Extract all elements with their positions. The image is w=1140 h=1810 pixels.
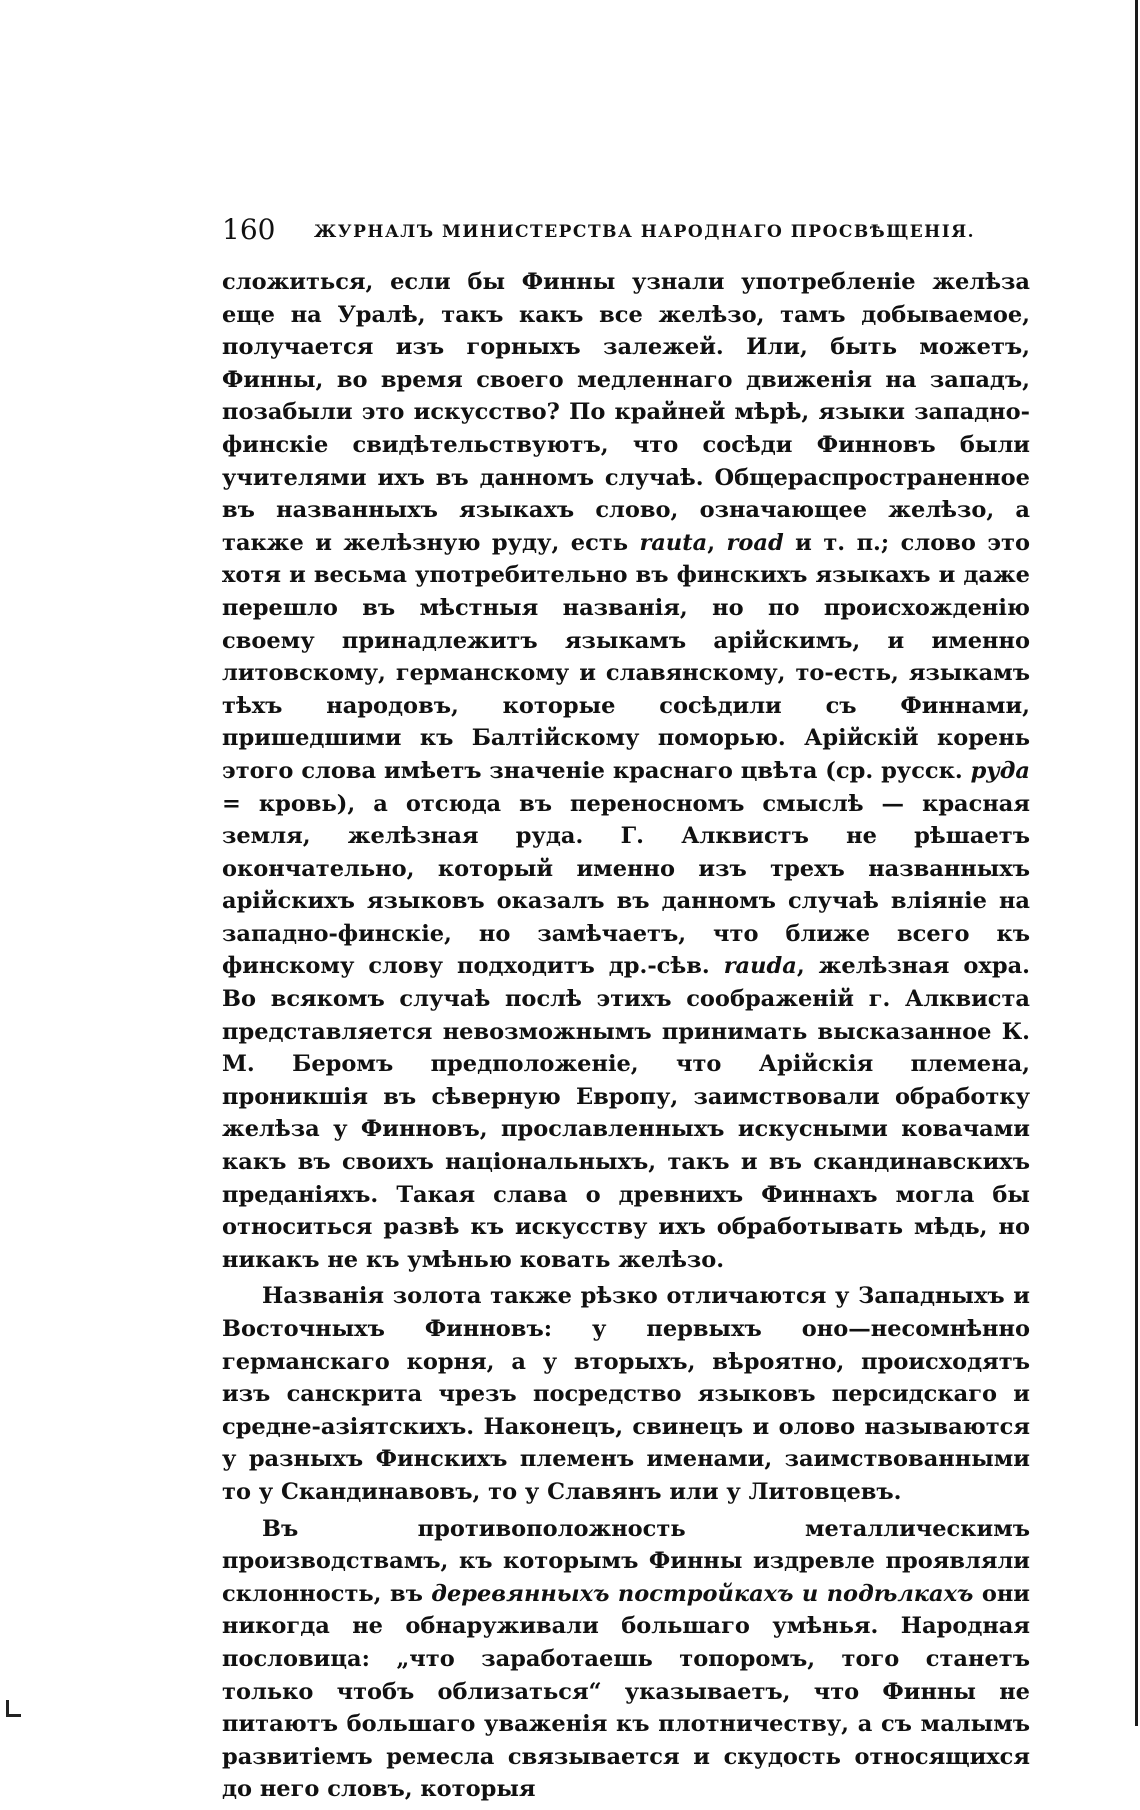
text-run: , bbox=[707, 529, 727, 556]
text-run: и т. п.; слово это хотя и весьма употребительно въ финскихъ языкахъ и даже перешло въ мѣстныя названія, но по происхожденію своему принадлежитъ языкамъ арійскимъ, и именно литовскому, германскому и славянскому, то-есть, языкамъ тѣхъ народовъ, которые сосѣдили съ Финнами, пришедшими къ Балтійскому поморью. Арійскій корень этого слова имѣетъ значеніе краснаго цвѣта (ср. русск. bbox=[222, 529, 1030, 784]
text-run: , желѣзная охра. Во всякомъ случаѣ послѣ этихъ соображеній г. Алквиста представляется невозможнымъ принимать высказанное К. М. Беромъ предположеніе, что Арійскія племена, проникшія въ сѣверную Европу, заимствовали обработку желѣза у Финновъ, прославленныхъ искусными ковачами какъ въ своихъ національныхъ, такъ и въ скандинавскихъ преданіяхъ. Такая слава о древнихъ Финнахъ могла бы относиться развѣ къ искусству ихъ обработывать мѣдь, но никакъ не къ умѣнью ковать желѣзо. bbox=[222, 953, 1030, 1273]
italic-word: rauda bbox=[723, 953, 797, 980]
text-run: Названія золота также рѣзко отличаются у Западныхъ и Восточныхъ Финновъ: у первыхъ оно—несомнѣнно германскаго корня, а у вторыхъ, вѣроятно, происходятъ изъ санскрита чрезъ посредство языковъ персидскаго и средне-азіятскихъ. Наконецъ, свинецъ и олово называются у разныхъ Финскихъ племенъ именами, заимствованными то у Скандинавовъ, то у Славянъ или у Литовцевъ. bbox=[222, 1283, 1030, 1505]
text-run: сложиться, если бы Финны узнали употребленіе желѣза еще на Уралѣ, такъ какъ все желѣзо, тамъ добываемое, получается изъ горныхъ залежей. Или, быть можетъ, Финны, во время своего медленнаго движенія на западъ, позабыли это искусство? По крайней мѣрѣ, языки западно-финскіе свидѣтельствуютъ, что сосѣди Финновъ были учителями ихъ въ данномъ случаѣ. Общераспространенное въ названныхъ языкахъ слово, означающее желѣзо, а также и желѣзную руду, есть bbox=[222, 269, 1030, 556]
paragraph bbox=[222, 1280, 1030, 1508]
scan-corner-mark bbox=[6, 1700, 21, 1717]
page-header bbox=[222, 212, 1030, 252]
italic-word: руда bbox=[970, 757, 1030, 784]
running-head: ЖУРНАЛЪ МИНИСТЕРСТВА НАРОДНАГО ПРОСВѢЩЕНІЯ. bbox=[314, 222, 976, 242]
text-run: они никогда не обнаруживали большаго умѣнья. Народная пословица: „что заработаешь топоромъ, того станетъ только чтобъ облизаться“ указываетъ, что Финны не питаютъ большаго уваженія къ плотничеству, а съ малымъ развитіемъ ремесла связывается и скудость относящихся до него словъ, которыя bbox=[222, 1580, 1030, 1803]
page-edge-shadow bbox=[1135, 0, 1138, 1726]
italic-word: rauta bbox=[639, 529, 708, 556]
page-number: 160 bbox=[222, 213, 276, 246]
italic-phrase: деревянныхъ постройкахъ и подѣлкахъ bbox=[431, 1580, 974, 1607]
text-run: Въ противоположность металлическимъ производствамъ, къ которымъ Финны издревле проявляли склонность, въ bbox=[222, 1515, 1030, 1607]
body-text bbox=[222, 266, 1030, 1810]
paragraph bbox=[222, 1513, 1030, 1806]
text-run: = кровь), а отсюда въ переносномъ смыслѣ — красная земля, желѣзная руда. Г. Алквистъ не рѣшаетъ окончательно, который именно изъ трехъ названныхъ арійскихъ языковъ оказалъ въ данномъ случаѣ вліяніе на западно-финскіе, но замѣчаетъ, что ближе всего къ финскому слову подходитъ др.-сѣв. bbox=[222, 790, 1030, 980]
italic-word: road bbox=[726, 529, 784, 556]
paragraph bbox=[222, 266, 1030, 1276]
